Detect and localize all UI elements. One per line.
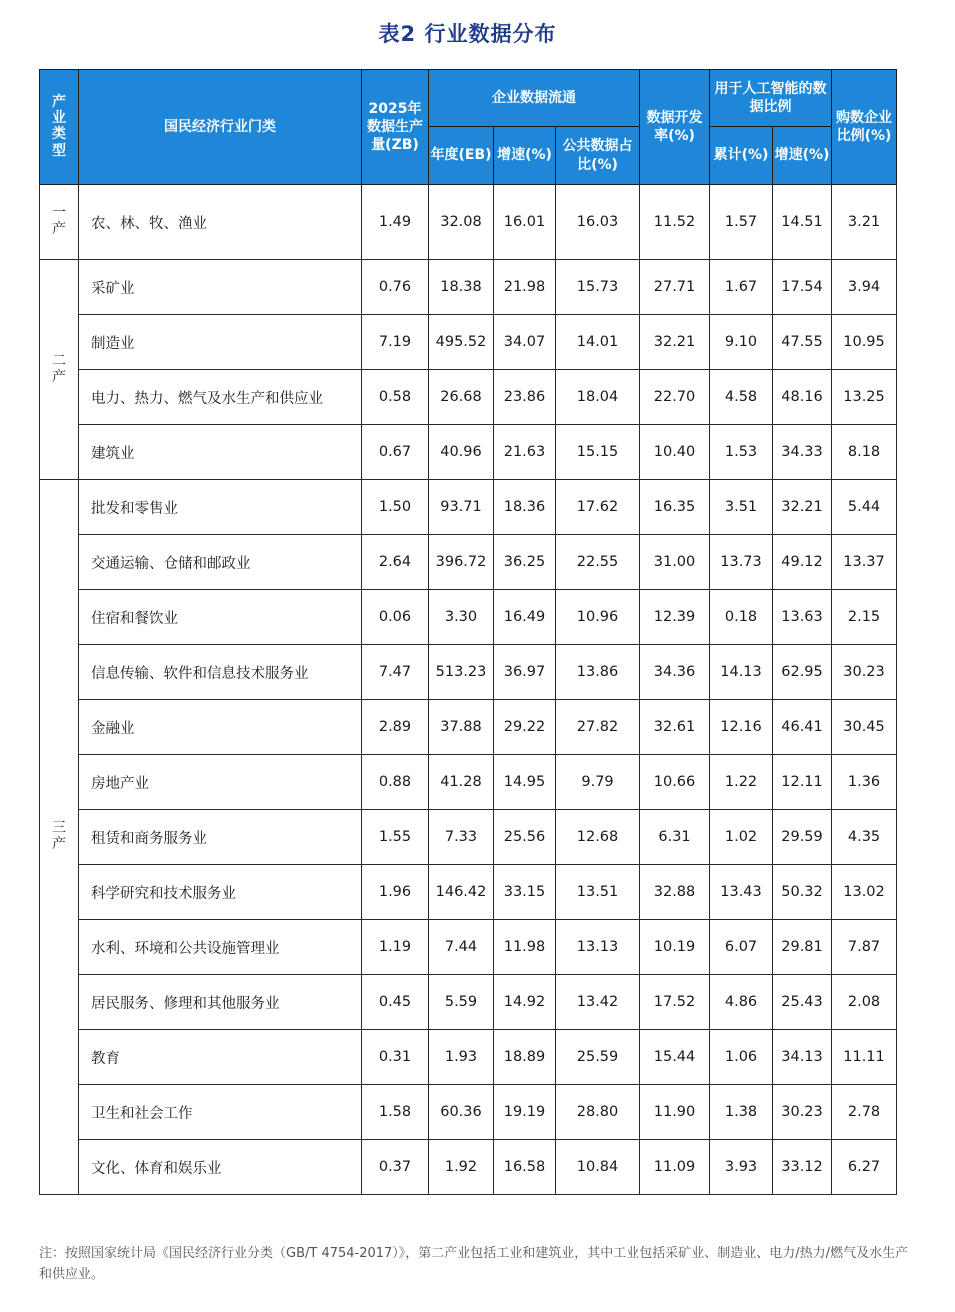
ai-cumulative-cell: 13.73 [710, 535, 773, 590]
ai-growth-cell: 48.16 [773, 370, 832, 425]
table-row [40, 755, 897, 810]
header-purchase-ratio: 购数企业比例(%) [832, 70, 897, 185]
sector-label: 一产 [40, 185, 79, 260]
public-ratio-cell: 15.15 [556, 425, 640, 480]
industry-name-cell: 水利、环境和公共设施管理业 [79, 920, 362, 975]
annual-cell: 60.36 [429, 1085, 494, 1140]
production-cell: 1.55 [362, 810, 429, 865]
production-cell: 0.58 [362, 370, 429, 425]
ai-growth-cell: 32.21 [773, 480, 832, 535]
growth-cell: 18.89 [494, 1030, 556, 1085]
public-ratio-cell: 10.96 [556, 590, 640, 645]
ai-growth-cell: 30.23 [773, 1085, 832, 1140]
industry-name-cell: 房地产业 [79, 755, 362, 810]
industry-name-cell: 制造业 [79, 315, 362, 370]
ai-cumulative-cell: 1.38 [710, 1085, 773, 1140]
table-row [40, 810, 897, 865]
header-ai-growth: 增速(%) [773, 127, 832, 185]
growth-cell: 21.63 [494, 425, 556, 480]
annual-cell: 495.52 [429, 315, 494, 370]
public-ratio-cell: 27.82 [556, 700, 640, 755]
industry-name-cell: 金融业 [79, 700, 362, 755]
development-rate-cell: 11.52 [640, 185, 710, 260]
industry-name-cell: 文化、体育和娱乐业 [79, 1140, 362, 1195]
industry-name-cell: 采矿业 [79, 260, 362, 315]
annual-cell: 37.88 [429, 700, 494, 755]
purchase-ratio-cell: 8.18 [832, 425, 897, 480]
ai-cumulative-cell: 1.57 [710, 185, 773, 260]
table-row [40, 1085, 897, 1140]
production-cell: 0.06 [362, 590, 429, 645]
header-circulation-growth: 增速(%) [494, 127, 556, 185]
footnote: 注：按照国家统计局《国民经济行业分类（GB/T 4754-2017）》，第二产业包括工业和建筑业，其中工业包括采矿业、制造业、电力/热力/燃气及水生产和供应业。 [39, 1246, 909, 1282]
public-ratio-cell: 13.42 [556, 975, 640, 1030]
purchase-ratio-cell: 13.02 [832, 865, 897, 920]
development-rate-cell: 34.36 [640, 645, 710, 700]
purchase-ratio-cell: 5.44 [832, 480, 897, 535]
public-ratio-cell: 18.04 [556, 370, 640, 425]
ai-cumulative-cell: 1.22 [710, 755, 773, 810]
development-rate-cell: 10.19 [640, 920, 710, 975]
header-ai-cumulative: 累计(%) [710, 127, 773, 185]
purchase-ratio-cell: 1.36 [832, 755, 897, 810]
annual-cell: 7.33 [429, 810, 494, 865]
ai-cumulative-cell: 6.07 [710, 920, 773, 975]
ai-cumulative-cell: 4.86 [710, 975, 773, 1030]
public-ratio-cell: 10.84 [556, 1140, 640, 1195]
purchase-ratio-cell: 6.27 [832, 1140, 897, 1195]
table-row [40, 920, 897, 975]
table-row [40, 590, 897, 645]
development-rate-cell: 17.52 [640, 975, 710, 1030]
production-cell: 0.67 [362, 425, 429, 480]
growth-cell: 18.36 [494, 480, 556, 535]
production-cell: 7.47 [362, 645, 429, 700]
ai-growth-cell: 34.33 [773, 425, 832, 480]
ai-cumulative-cell: 1.67 [710, 260, 773, 315]
purchase-ratio-cell: 30.23 [832, 645, 897, 700]
header-circulation-group: 企业数据流通 [429, 70, 640, 127]
industry-name-cell: 农、林、牧、渔业 [79, 185, 362, 260]
industry-name-cell: 电力、热力、燃气及水生产和供应业 [79, 370, 362, 425]
annual-cell: 1.93 [429, 1030, 494, 1085]
production-cell: 1.49 [362, 185, 429, 260]
purchase-ratio-cell: 11.11 [832, 1030, 897, 1085]
public-ratio-cell: 13.13 [556, 920, 640, 975]
header-circulation-annual: 年度(EB) [429, 127, 494, 185]
growth-cell: 11.98 [494, 920, 556, 975]
header-industry: 国民经济行业门类 [79, 70, 362, 185]
ai-growth-cell: 34.13 [773, 1030, 832, 1085]
annual-cell: 1.92 [429, 1140, 494, 1195]
table-row [40, 535, 897, 590]
purchase-ratio-cell: 30.45 [832, 700, 897, 755]
ai-cumulative-cell: 3.93 [710, 1140, 773, 1195]
annual-cell: 41.28 [429, 755, 494, 810]
table-title: 表2 行业数据分布 [378, 22, 557, 46]
purchase-ratio-cell: 7.87 [832, 920, 897, 975]
purchase-ratio-cell: 2.15 [832, 590, 897, 645]
purchase-ratio-cell: 2.78 [832, 1085, 897, 1140]
ai-cumulative-cell: 0.18 [710, 590, 773, 645]
ai-cumulative-cell: 12.16 [710, 700, 773, 755]
ai-growth-cell: 46.41 [773, 700, 832, 755]
production-cell: 2.89 [362, 700, 429, 755]
production-cell: 2.64 [362, 535, 429, 590]
table-row [40, 260, 897, 315]
table-row [40, 865, 897, 920]
growth-cell: 14.92 [494, 975, 556, 1030]
purchase-ratio-cell: 10.95 [832, 315, 897, 370]
production-cell: 0.37 [362, 1140, 429, 1195]
ai-growth-cell: 49.12 [773, 535, 832, 590]
ai-growth-cell: 13.63 [773, 590, 832, 645]
ai-cumulative-cell: 4.58 [710, 370, 773, 425]
public-ratio-cell: 17.62 [556, 480, 640, 535]
growth-cell: 25.56 [494, 810, 556, 865]
header-production: 2025年数据生产量(ZB) [362, 70, 429, 185]
table-row [40, 1140, 897, 1195]
public-ratio-cell: 9.79 [556, 755, 640, 810]
annual-cell: 32.08 [429, 185, 494, 260]
growth-cell: 16.58 [494, 1140, 556, 1195]
development-rate-cell: 16.35 [640, 480, 710, 535]
development-rate-cell: 22.70 [640, 370, 710, 425]
production-cell: 0.76 [362, 260, 429, 315]
production-cell: 1.58 [362, 1085, 429, 1140]
purchase-ratio-cell: 13.37 [832, 535, 897, 590]
annual-cell: 93.71 [429, 480, 494, 535]
development-rate-cell: 32.21 [640, 315, 710, 370]
growth-cell: 21.98 [494, 260, 556, 315]
table-row [40, 1030, 897, 1085]
industry-name-cell: 居民服务、修理和其他服务业 [79, 975, 362, 1030]
growth-cell: 19.19 [494, 1085, 556, 1140]
header-circulation-public: 公共数据占比(%) [556, 127, 640, 185]
ai-growth-cell: 50.32 [773, 865, 832, 920]
growth-cell: 16.49 [494, 590, 556, 645]
industry-name-cell: 科学研究和技术服务业 [79, 865, 362, 920]
purchase-ratio-cell: 4.35 [832, 810, 897, 865]
ai-growth-cell: 62.95 [773, 645, 832, 700]
table-row [40, 645, 897, 700]
table-row [40, 185, 897, 260]
ai-growth-cell: 12.11 [773, 755, 832, 810]
growth-cell: 34.07 [494, 315, 556, 370]
public-ratio-cell: 12.68 [556, 810, 640, 865]
development-rate-cell: 10.66 [640, 755, 710, 810]
development-rate-cell: 15.44 [640, 1030, 710, 1085]
annual-cell: 513.23 [429, 645, 494, 700]
development-rate-cell: 27.71 [640, 260, 710, 315]
public-ratio-cell: 25.59 [556, 1030, 640, 1085]
production-cell: 1.96 [362, 865, 429, 920]
header-development-rate: 数据开发率(%) [640, 70, 710, 185]
ai-growth-cell: 25.43 [773, 975, 832, 1030]
public-ratio-cell: 13.51 [556, 865, 640, 920]
production-cell: 1.50 [362, 480, 429, 535]
table-row [40, 370, 897, 425]
growth-cell: 36.97 [494, 645, 556, 700]
annual-cell: 7.44 [429, 920, 494, 975]
ai-cumulative-cell: 13.43 [710, 865, 773, 920]
ai-cumulative-cell: 1.02 [710, 810, 773, 865]
growth-cell: 33.15 [494, 865, 556, 920]
table-body [40, 185, 897, 1195]
production-cell: 0.31 [362, 1030, 429, 1085]
ai-growth-cell: 17.54 [773, 260, 832, 315]
public-ratio-cell: 28.80 [556, 1085, 640, 1140]
development-rate-cell: 6.31 [640, 810, 710, 865]
purchase-ratio-cell: 2.08 [832, 975, 897, 1030]
industry-name-cell: 建筑业 [79, 425, 362, 480]
table-row [40, 975, 897, 1030]
header-sector-type: 产业类型 [40, 70, 79, 185]
industry-name-cell: 信息传输、软件和信息技术服务业 [79, 645, 362, 700]
ai-growth-cell: 14.51 [773, 185, 832, 260]
annual-cell: 3.30 [429, 590, 494, 645]
development-rate-cell: 32.61 [640, 700, 710, 755]
ai-growth-cell: 29.59 [773, 810, 832, 865]
ai-growth-cell: 33.12 [773, 1140, 832, 1195]
ai-cumulative-cell: 14.13 [710, 645, 773, 700]
table-header [40, 70, 897, 185]
industry-data-table [39, 69, 897, 1195]
sector-label: 三产 [40, 480, 79, 1195]
growth-cell: 36.25 [494, 535, 556, 590]
growth-cell: 23.86 [494, 370, 556, 425]
purchase-ratio-cell: 3.94 [832, 260, 897, 315]
ai-cumulative-cell: 1.53 [710, 425, 773, 480]
development-rate-cell: 10.40 [640, 425, 710, 480]
purchase-ratio-cell: 13.25 [832, 370, 897, 425]
table-row [40, 315, 897, 370]
growth-cell: 14.95 [494, 755, 556, 810]
development-rate-cell: 11.90 [640, 1085, 710, 1140]
annual-cell: 396.72 [429, 535, 494, 590]
industry-name-cell: 教育 [79, 1030, 362, 1085]
industry-name-cell: 租赁和商务服务业 [79, 810, 362, 865]
public-ratio-cell: 14.01 [556, 315, 640, 370]
development-rate-cell: 31.00 [640, 535, 710, 590]
ai-cumulative-cell: 9.10 [710, 315, 773, 370]
public-ratio-cell: 22.55 [556, 535, 640, 590]
table-row [40, 700, 897, 755]
annual-cell: 40.96 [429, 425, 494, 480]
development-rate-cell: 11.09 [640, 1140, 710, 1195]
production-cell: 1.19 [362, 920, 429, 975]
growth-cell: 16.01 [494, 185, 556, 260]
public-ratio-cell: 13.86 [556, 645, 640, 700]
industry-name-cell: 批发和零售业 [79, 480, 362, 535]
development-rate-cell: 32.88 [640, 865, 710, 920]
annual-cell: 5.59 [429, 975, 494, 1030]
ai-cumulative-cell: 3.51 [710, 480, 773, 535]
sector-label: 二产 [40, 260, 79, 480]
annual-cell: 146.42 [429, 865, 494, 920]
table-row [40, 480, 897, 535]
industry-name-cell: 交通运输、仓储和邮政业 [79, 535, 362, 590]
header-ai-group: 用于人工智能的数据比例 [710, 70, 832, 127]
production-cell: 0.45 [362, 975, 429, 1030]
table-row [40, 425, 897, 480]
purchase-ratio-cell: 3.21 [832, 185, 897, 260]
production-cell: 0.88 [362, 755, 429, 810]
industry-name-cell: 住宿和餐饮业 [79, 590, 362, 645]
growth-cell: 29.22 [494, 700, 556, 755]
annual-cell: 26.68 [429, 370, 494, 425]
annual-cell: 18.38 [429, 260, 494, 315]
ai-growth-cell: 29.81 [773, 920, 832, 975]
public-ratio-cell: 15.73 [556, 260, 640, 315]
production-cell: 7.19 [362, 315, 429, 370]
development-rate-cell: 12.39 [640, 590, 710, 645]
ai-growth-cell: 47.55 [773, 315, 832, 370]
public-ratio-cell: 16.03 [556, 185, 640, 260]
industry-name-cell: 卫生和社会工作 [79, 1085, 362, 1140]
ai-cumulative-cell: 1.06 [710, 1030, 773, 1085]
